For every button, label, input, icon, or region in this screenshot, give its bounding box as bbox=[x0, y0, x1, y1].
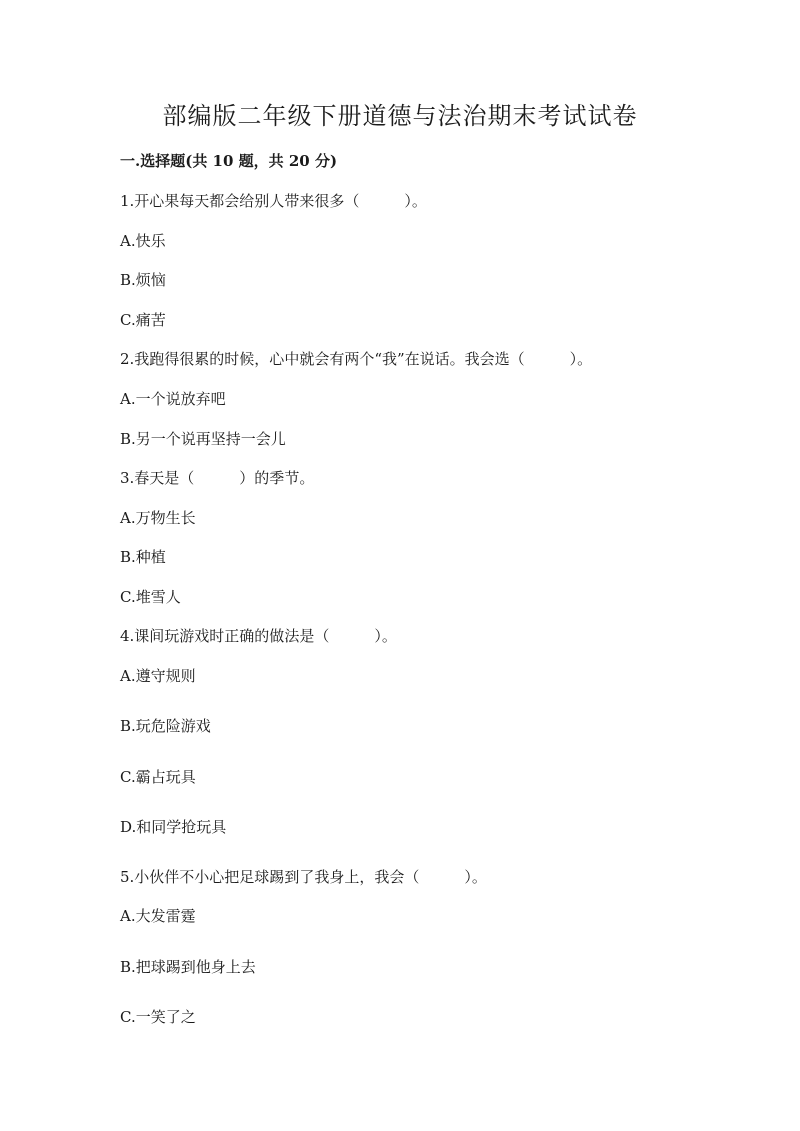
question-3-option-a: A.万物生长 bbox=[120, 509, 196, 527]
question-3-option-b: B.种植 bbox=[120, 548, 166, 566]
question-5-option-c: C.一笑了之 bbox=[120, 1008, 196, 1026]
question-5-option-b: B.把球踢到他身上去 bbox=[120, 958, 256, 976]
section-title: 一.选择题(共 10 题，共 20 分) bbox=[120, 152, 338, 170]
question-1-stem: 1.开心果每天都会给别人带来很多（ ）。 bbox=[120, 192, 427, 210]
question-3-stem: 3.春天是（ ）的季节。 bbox=[120, 469, 315, 487]
question-5-option-a: A.大发雷霆 bbox=[120, 907, 196, 925]
question-1-option-c: C.痛苦 bbox=[120, 311, 166, 329]
question-2-option-b: B.另一个说再坚持一会儿 bbox=[120, 430, 286, 448]
question-1-option-a: A.快乐 bbox=[120, 232, 166, 250]
question-3-option-c: C.堆雪人 bbox=[120, 588, 181, 606]
page-title: 部编版二年级下册道德与法治期末考试试卷 bbox=[162, 102, 638, 130]
question-4-stem: 4.课间玩游戏时正确的做法是（ ）。 bbox=[120, 627, 397, 645]
question-1-option-b: B.烦恼 bbox=[120, 271, 166, 289]
question-4-option-c: C.霸占玩具 bbox=[120, 768, 196, 786]
question-2-stem: 2.我跑得很累的时候，心中就会有两个“我”在说话。我会选（ ）。 bbox=[120, 350, 593, 368]
question-2-option-a: A.一个说放弃吧 bbox=[120, 390, 226, 408]
question-5-stem: 5.小伙伴不小心把足球踢到了我身上，我会（ ）。 bbox=[120, 868, 487, 886]
question-4-option-a: A.遵守规则 bbox=[120, 667, 196, 685]
question-4-option-d: D.和同学抢玩具 bbox=[120, 818, 227, 836]
question-4-option-b: B.玩危险游戏 bbox=[120, 717, 211, 735]
